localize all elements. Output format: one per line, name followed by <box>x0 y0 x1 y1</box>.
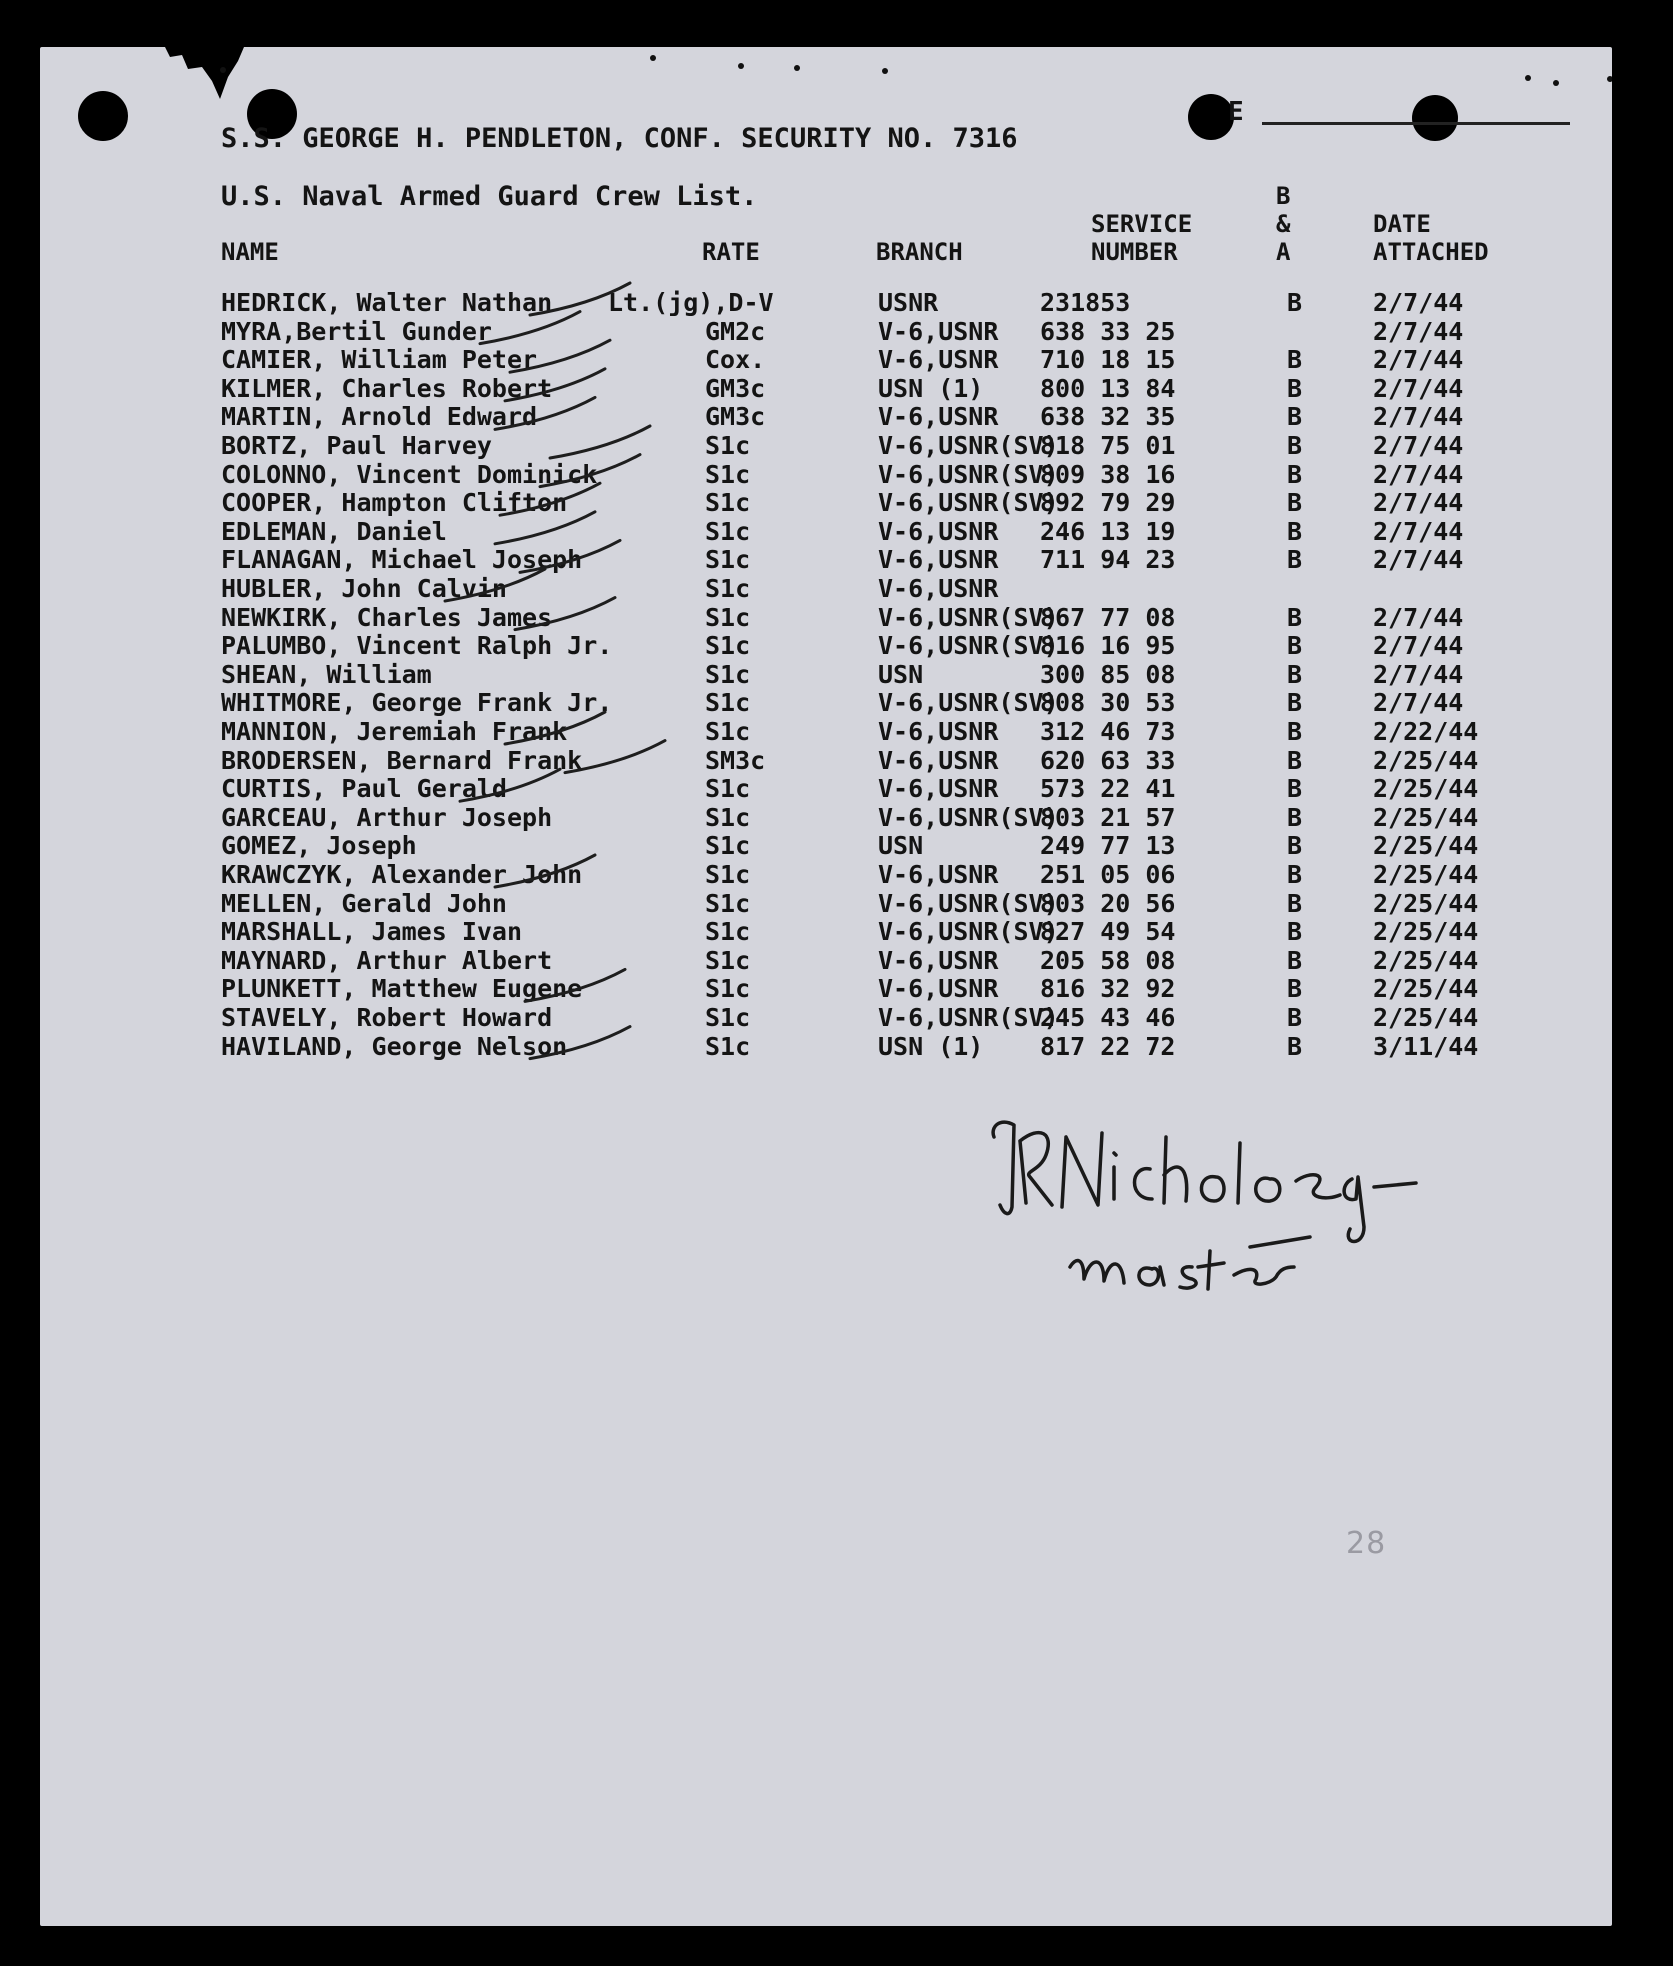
crew-ba: B <box>1287 974 1303 1004</box>
crew-name: BRODERSEN, Bernard Frank <box>221 745 583 775</box>
crew-rate: Lt.(jg),D-V <box>608 288 774 317</box>
crew-branch: V-6,USNR <box>878 345 999 375</box>
column-header-ba-1: B <box>1276 182 1291 210</box>
crew-date-attached: 2/25/44 <box>1373 917 1479 947</box>
page-number: 28 <box>1346 1526 1387 1561</box>
speck <box>1607 76 1612 82</box>
crew-date-attached: 2/7/44 <box>1373 431 1464 460</box>
crew-name: KILMER, Charles Robert <box>221 373 553 403</box>
crew-date-attached: 2/25/44 <box>1373 860 1479 889</box>
handwritten-signature <box>980 1107 1460 1337</box>
speck <box>1553 80 1559 86</box>
crew-date-attached: 2/7/44 <box>1373 631 1464 661</box>
crew-ba: B <box>1287 688 1303 718</box>
crew-rate: S1c <box>705 574 751 603</box>
crew-date-attached: 3/11/44 <box>1373 1031 1479 1061</box>
crew-rate: S1c <box>705 802 751 832</box>
crew-date-attached: 2/7/44 <box>1373 288 1464 317</box>
table-row <box>40 918 1612 946</box>
crew-ba: B <box>1287 802 1303 832</box>
crew-branch: V-6,USNR <box>878 574 999 603</box>
crew-date-attached: 2/25/44 <box>1373 774 1479 804</box>
crew-name: NEWKIRK, Charles James <box>221 602 553 632</box>
crew-branch: V-6,USNR <box>878 774 999 804</box>
document-page <box>40 47 1612 1926</box>
crew-name: BORTZ, Paul Harvey <box>221 431 492 460</box>
table-row <box>40 432 1612 460</box>
crew-service-number: 300 85 08 <box>1040 659 1176 689</box>
crew-name: MYRA,Bertil Gunder <box>221 316 492 346</box>
crew-name: COLONNO, Vincent Dominick <box>221 459 598 489</box>
speck <box>738 63 744 69</box>
crew-branch: V-6,USNR(SV) <box>878 602 1059 632</box>
crew-rate: S1c <box>705 602 751 632</box>
crew-date-attached: 2/25/44 <box>1373 888 1479 918</box>
ship-header: S.S. GEORGE H. PENDLETON, CONF. SECURITY NO. 7316 <box>221 123 1018 154</box>
crew-name: CAMIER, William Peter <box>221 345 538 375</box>
crew-service-number: 231853 <box>1040 288 1131 317</box>
crew-ba: B <box>1287 659 1303 689</box>
crew-ba: B <box>1287 917 1303 947</box>
crew-rate: GM2c <box>705 316 766 346</box>
crew-service-number: 867 77 08 <box>1040 602 1176 632</box>
table-row <box>40 861 1612 889</box>
crew-ba: B <box>1287 831 1303 861</box>
crew-name: HAVILAND, George Nelson <box>221 1031 568 1061</box>
crew-rate: S1c <box>705 888 751 918</box>
crew-branch: USN (1) <box>878 373 984 403</box>
crew-ba: B <box>1287 545 1303 575</box>
punch-hole-right-2 <box>1412 95 1458 141</box>
crew-branch: V-6,USNR <box>878 860 999 889</box>
crew-service-number: 251 05 06 <box>1040 860 1176 889</box>
crew-rate: S1c <box>705 917 751 947</box>
crew-service-number: 809 38 16 <box>1040 459 1176 489</box>
corner-mark: E <box>1228 97 1244 127</box>
crew-date-attached: 2/25/44 <box>1373 974 1479 1004</box>
crew-ba: B <box>1287 431 1303 460</box>
crew-date-attached: 2/7/44 <box>1373 688 1464 718</box>
crew-branch: USN <box>878 659 924 689</box>
column-header-rate: RATE <box>702 238 760 266</box>
crew-service-number: 205 58 08 <box>1040 945 1176 975</box>
crew-rate: S1c <box>705 659 751 689</box>
crew-branch: V-6,USNR(SV) <box>878 688 1059 718</box>
crew-rate: S1c <box>705 717 751 746</box>
crew-date-attached: 2/22/44 <box>1373 717 1479 746</box>
crew-ba: B <box>1287 631 1303 661</box>
crew-rate: S1c <box>705 545 751 575</box>
crew-rate: S1c <box>705 974 751 1004</box>
crew-ba: B <box>1287 1003 1303 1032</box>
table-row <box>40 489 1612 517</box>
table-row <box>40 661 1612 689</box>
table-row <box>40 747 1612 775</box>
crew-name: EDLEMAN, Daniel <box>221 516 447 546</box>
crew-rate: S1c <box>705 860 751 889</box>
crew-service-number: 816 32 92 <box>1040 974 1176 1004</box>
crew-service-number: 892 79 29 <box>1040 488 1176 518</box>
crew-service-number: 800 13 84 <box>1040 373 1176 403</box>
crew-name: GOMEZ, Joseph <box>221 831 417 861</box>
crew-rate: GM3c <box>705 402 766 432</box>
crew-branch: V-6,USNR(SV) <box>878 631 1059 661</box>
crew-rate: S1c <box>705 1003 751 1032</box>
crew-name: GARCEAU, Arthur Joseph <box>221 802 553 832</box>
crew-ba: B <box>1287 459 1303 489</box>
crew-rate: GM3c <box>705 373 766 403</box>
crew-name: HEDRICK, Walter Nathan <box>221 288 553 317</box>
crew-service-number: 803 21 57 <box>1040 802 1176 832</box>
crew-branch: V-6,USNR(SV) <box>878 459 1059 489</box>
crew-service-number: 620 63 33 <box>1040 745 1176 775</box>
crew-ba: B <box>1287 860 1303 889</box>
crew-branch: V-6,USNR <box>878 974 999 1004</box>
crew-rate: SM3c <box>705 745 766 775</box>
crew-name: FLANAGAN, Michael Joseph <box>221 545 583 575</box>
crew-service-number: 638 33 25 <box>1040 316 1176 346</box>
crew-name: MELLEN, Gerald John <box>221 888 507 918</box>
crew-service-number: 816 16 95 <box>1040 631 1176 661</box>
crew-rate: S1c <box>705 516 751 546</box>
crew-name: STAVELY, Robert Howard <box>221 1003 553 1032</box>
table-row <box>40 546 1612 574</box>
table-row <box>40 1004 1612 1032</box>
crew-branch: V-6,USNR(SV) <box>878 802 1059 832</box>
table-row <box>40 975 1612 1003</box>
crew-service-number: 246 13 19 <box>1040 516 1176 546</box>
column-header-ba-3: A <box>1276 238 1291 266</box>
crew-service-number: 817 22 72 <box>1040 1031 1176 1061</box>
crew-date-attached: 2/25/44 <box>1373 945 1479 975</box>
column-header-name: NAME <box>221 238 279 266</box>
crew-date-attached: 2/7/44 <box>1373 373 1464 403</box>
table-row <box>40 289 1612 317</box>
speck <box>882 68 888 74</box>
crew-name: PALUMBO, Vincent Ralph Jr. <box>221 631 613 661</box>
crew-name: PLUNKETT, Matthew Eugene <box>221 974 583 1004</box>
column-header-ba-2: & <box>1276 210 1291 238</box>
crew-name: KRAWCZYK, Alexander John <box>221 860 583 889</box>
crew-ba: B <box>1287 488 1303 518</box>
table-row <box>40 318 1612 346</box>
crew-date-attached: 2/7/44 <box>1373 488 1464 518</box>
crew-branch: V-6,USNR <box>878 945 999 975</box>
crew-service-number: 638 32 35 <box>1040 402 1176 432</box>
header-rule <box>1262 122 1570 125</box>
crew-branch: USN (1) <box>878 1031 984 1061</box>
table-row <box>40 689 1612 717</box>
crew-service-number: 827 49 54 <box>1040 917 1176 947</box>
crew-branch: V-6,USNR(SV) <box>878 431 1059 460</box>
crew-branch: V-6,USNR <box>878 402 999 432</box>
crew-ba: B <box>1287 345 1303 375</box>
crew-rate: S1c <box>705 688 751 718</box>
crew-date-attached: 2/7/44 <box>1373 402 1464 432</box>
crew-name: MARSHALL, James Ivan <box>221 917 523 947</box>
crew-date-attached: 2/7/44 <box>1373 516 1464 546</box>
crew-name: HUBLER, John Calvin <box>221 574 507 603</box>
crew-service-number: 803 20 56 <box>1040 888 1176 918</box>
table-row <box>40 718 1612 746</box>
table-row <box>40 461 1612 489</box>
crew-branch: V-6,USNR <box>878 717 999 746</box>
column-header-service-2: NUMBER <box>1091 238 1178 266</box>
crew-ba: B <box>1287 516 1303 546</box>
table-row <box>40 1033 1612 1061</box>
crew-date-attached: 2/7/44 <box>1373 602 1464 632</box>
crew-date-attached: 2/7/44 <box>1373 459 1464 489</box>
crew-ba: B <box>1287 1031 1303 1061</box>
table-row <box>40 632 1612 660</box>
crew-service-number: 573 22 41 <box>1040 774 1176 804</box>
crew-date-attached: 2/7/44 <box>1373 659 1464 689</box>
crew-branch: V-6,USNR <box>878 745 999 775</box>
crew-rate: S1c <box>705 459 751 489</box>
speck <box>650 55 656 61</box>
table-row <box>40 575 1612 603</box>
crew-service-number: 711 94 23 <box>1040 545 1176 575</box>
crew-rate: S1c <box>705 431 751 460</box>
crew-rate: S1c <box>705 1031 751 1061</box>
crew-name: CURTIS, Paul Gerald <box>221 774 507 804</box>
crew-ba: B <box>1287 745 1303 775</box>
crew-service-number: 249 77 13 <box>1040 831 1176 861</box>
table-row <box>40 775 1612 803</box>
crew-ba: B <box>1287 373 1303 403</box>
table-row <box>40 890 1612 918</box>
crew-branch: V-6,USNR <box>878 516 999 546</box>
torn-corner <box>110 47 270 107</box>
table-row <box>40 518 1612 546</box>
table-row <box>40 947 1612 975</box>
crew-name: WHITMORE, George Frank Jr. <box>221 688 613 718</box>
crew-date-attached: 2/25/44 <box>1373 745 1479 775</box>
column-header-service-1: SERVICE <box>1091 210 1193 238</box>
crew-date-attached: 2/7/44 <box>1373 545 1464 575</box>
table-row <box>40 804 1612 832</box>
crew-branch: V-6,USNR <box>878 316 999 346</box>
crew-branch: USN <box>878 831 924 861</box>
column-header-date-2: ATTACHED <box>1373 238 1489 266</box>
crew-name: MARTIN, Arnold Edward <box>221 402 538 432</box>
crew-ba: B <box>1287 945 1303 975</box>
crew-rate: S1c <box>705 488 751 518</box>
crew-service-number: 710 18 15 <box>1040 345 1176 375</box>
crew-branch: V-6,USNR(SV) <box>878 1003 1059 1032</box>
list-title: U.S. Naval Armed Guard Crew List. <box>221 181 758 212</box>
crew-date-attached: 2/7/44 <box>1373 345 1464 375</box>
crew-rate: S1c <box>705 774 751 804</box>
crew-service-number: 245 43 46 <box>1040 1003 1176 1032</box>
table-row <box>40 375 1612 403</box>
crew-date-attached: 2/7/44 <box>1373 316 1464 346</box>
crew-date-attached: 2/25/44 <box>1373 802 1479 832</box>
crew-service-number: 808 30 53 <box>1040 688 1176 718</box>
crew-name: MAYNARD, Arthur Albert <box>221 945 553 975</box>
crew-branch: V-6,USNR(SV) <box>878 488 1059 518</box>
crew-branch: V-6,USNR <box>878 545 999 575</box>
crew-rate: S1c <box>705 631 751 661</box>
speck <box>1525 75 1531 81</box>
crew-name: MANNION, Jeremiah Frank <box>221 717 568 746</box>
crew-branch: V-6,USNR(SV) <box>878 917 1059 947</box>
crew-ba: B <box>1287 717 1303 746</box>
crew-ba: B <box>1287 774 1303 804</box>
table-row <box>40 346 1612 374</box>
crew-name: COOPER, Hampton Clifton <box>221 488 568 518</box>
table-row <box>40 403 1612 431</box>
crew-branch: V-6,USNR(SV) <box>878 888 1059 918</box>
table-row <box>40 832 1612 860</box>
crew-rate: Cox. <box>705 345 766 375</box>
speck <box>794 65 800 71</box>
crew-ba: B <box>1287 888 1303 918</box>
crew-date-attached: 2/25/44 <box>1373 1003 1479 1032</box>
crew-date-attached: 2/25/44 <box>1373 831 1479 861</box>
column-header-branch: BRANCH <box>876 238 963 266</box>
crew-rate: S1c <box>705 831 751 861</box>
crew-ba: B <box>1287 402 1303 432</box>
table-row <box>40 604 1612 632</box>
column-header-date-1: DATE <box>1373 210 1431 238</box>
crew-service-number: 312 46 73 <box>1040 717 1176 746</box>
speck <box>220 67 226 73</box>
crew-rate: S1c <box>705 945 751 975</box>
crew-branch: USNR <box>878 288 939 317</box>
crew-ba: B <box>1287 288 1303 317</box>
crew-service-number: 818 75 01 <box>1040 431 1176 460</box>
crew-name: SHEAN, William <box>221 659 432 689</box>
crew-ba: B <box>1287 602 1303 632</box>
